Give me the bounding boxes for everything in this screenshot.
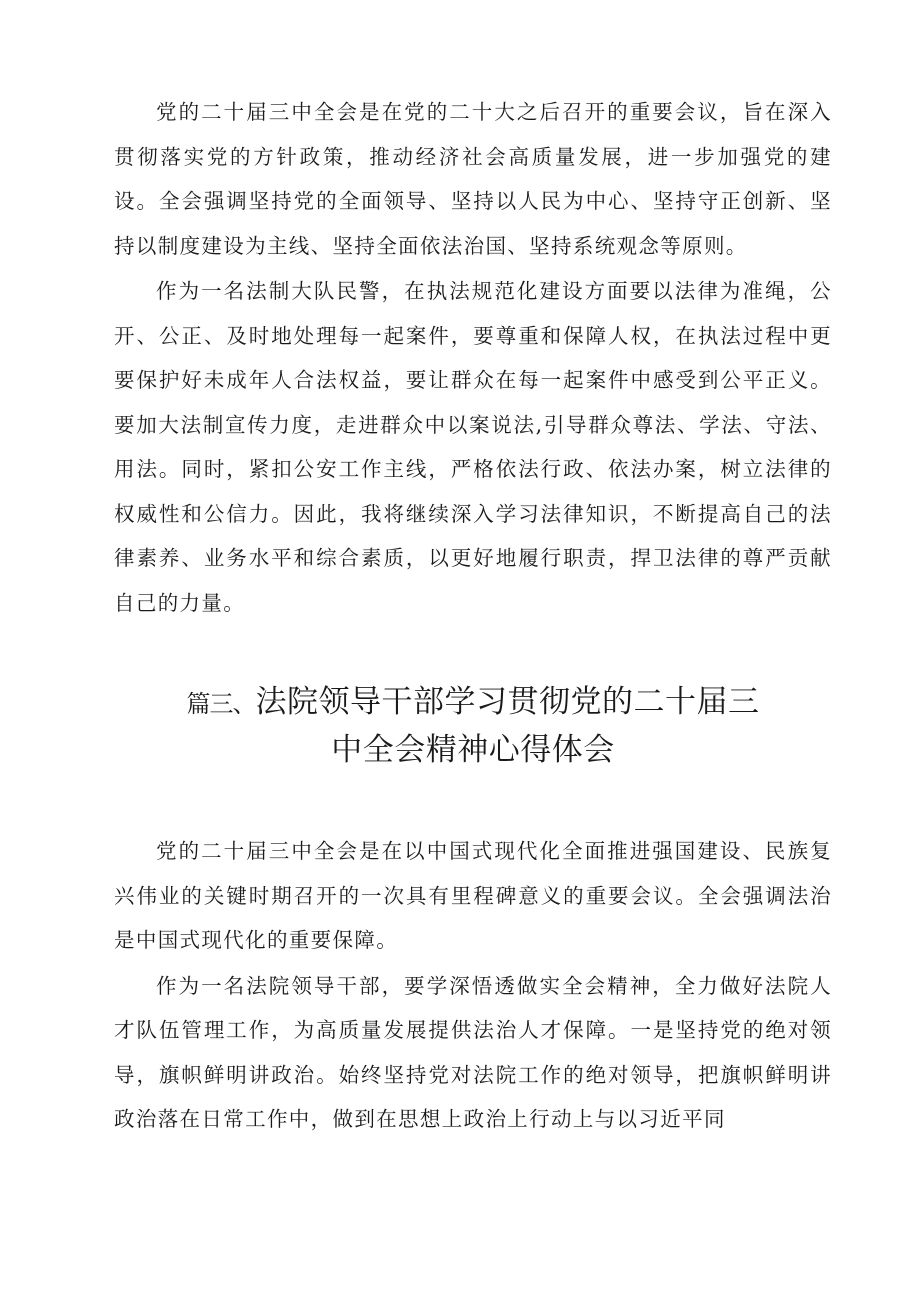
section-title-text: 法院领导干部学习贯彻党的二十届三 — [255, 684, 760, 720]
body-paragraph: 党的二十届三中全会是在党的二十大之后召开的重要会议，旨在深入贯彻落实党的方针政策，推动经济社会高质量发展，进一步加强党的建设。全会强调坚持党的全面领导、坚持以人民为中心、坚持守正创新、坚持以制度建设为主线、坚持全面依法治国、坚持系统观念等原则。 — [114, 100, 832, 258]
section-heading-line-2: 中全会精神心得体会 — [331, 732, 615, 768]
body-paragraph: 作为一名法制大队民警，在执法规范化建设方面要以法律为准绳，公开、公正、及时地处理每一起案件，要尊重和保障人权，在执法过程中更要保护好未成年人合法权益，要让群众在每一起案件中感受到公平正义。要加大法制宣传力度，走进群众中以案说法,引导群众尊法、学法、守法、用法。同时，紧扣公安工作主线，严格依法行政、依法办案，树立法律的权威性和公信力。因此，我将继续深入学习法律知识，不断提高自己的法律素养、业务水平和综合素质，以更好地履行职责，捍卫法律的尊严贡献自己的力量。 — [114, 279, 832, 615]
section-prefix: 篇三、 — [186, 690, 256, 718]
body-paragraph: 党的二十届三中全会是在以中国式现代化全面推进强国建设、民族复兴伟业的关键时期召开的一次具有里程碑意义的重要会议。全会强调法治是中国式现代化的重要保障。 — [114, 839, 832, 952]
section-heading-line-1 — [114, 679, 832, 727]
body-paragraph: 作为一名法院领导干部，要学深悟透做实全会精神，全力做好法院人才队伍管理工作，为高质量发展提供法治人才保障。一是坚持党的绝对领导，旗帜鲜明讲政治。始终坚持党对法院工作的绝对领导，把旗帜鲜明讲政治落在日常工作中，做到在思想上政治上行动上与以习近平同 — [114, 973, 832, 1131]
section-heading — [114, 679, 832, 773]
